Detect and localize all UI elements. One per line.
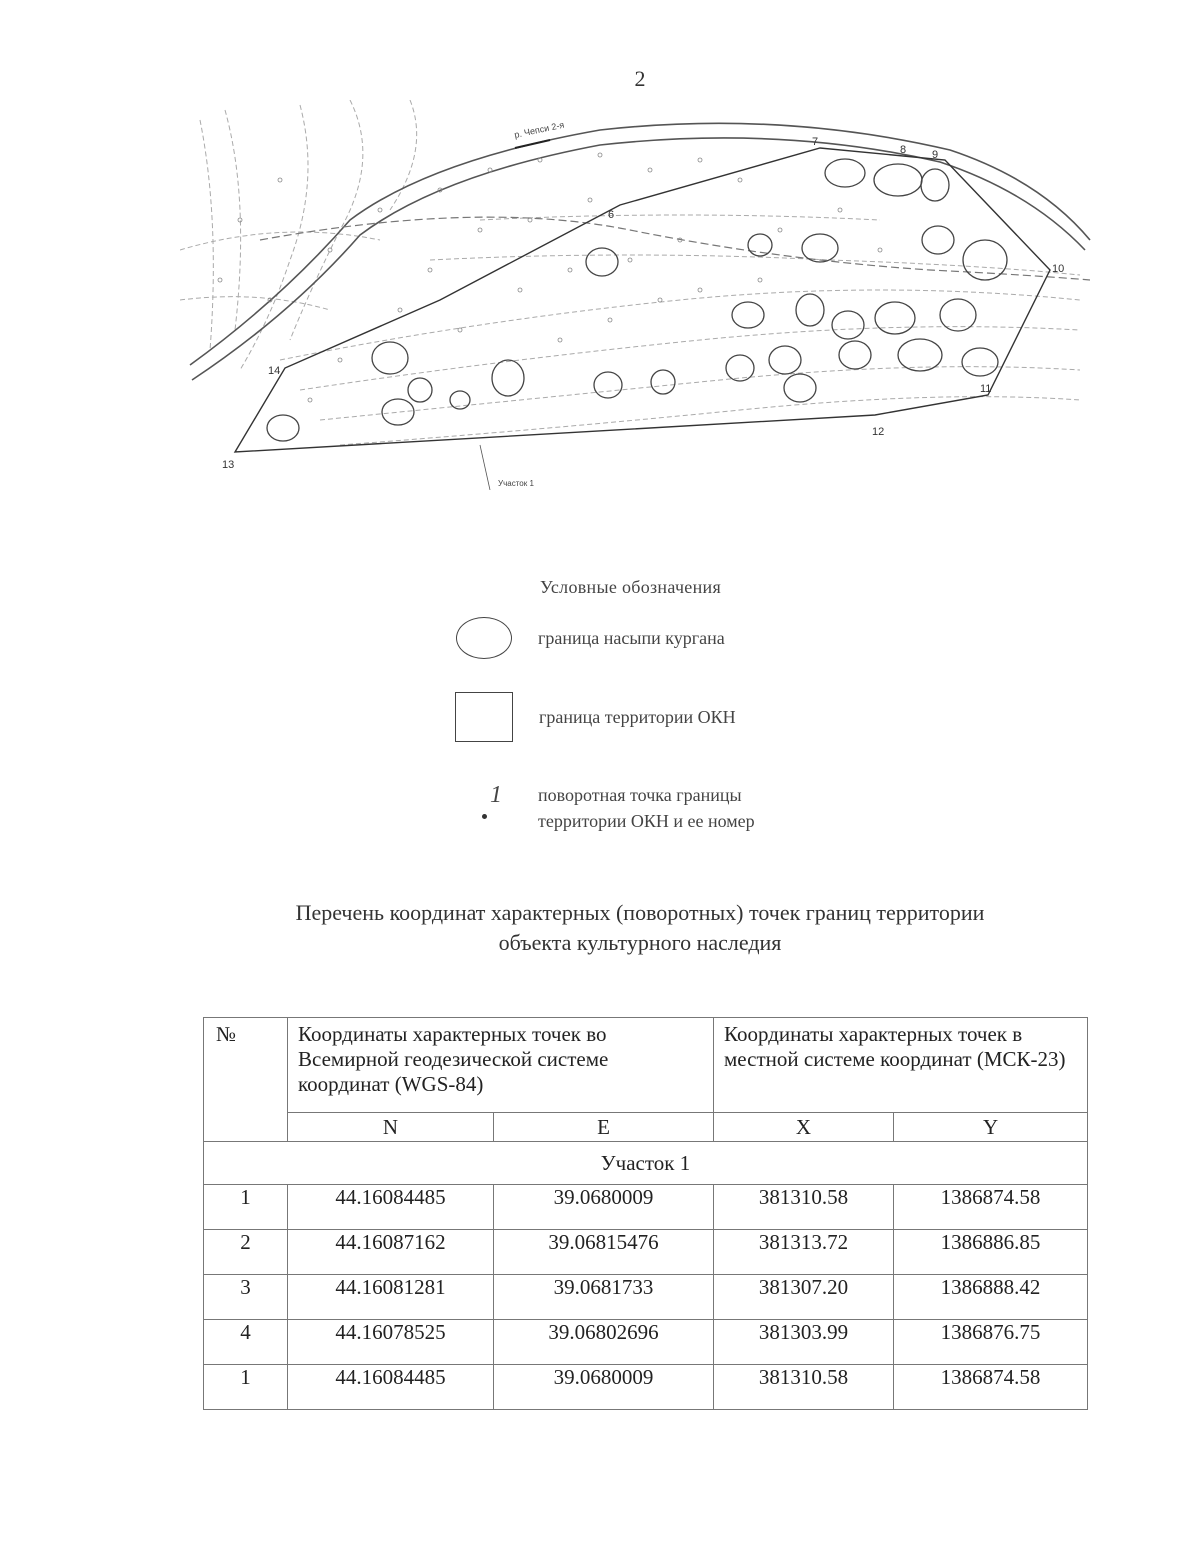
table-row [204, 1230, 1088, 1275]
plot-label: Участок 1 [498, 479, 534, 488]
contour-lines [180, 100, 1080, 445]
point-label: 6 [608, 209, 615, 221]
legend-item-kurgan [456, 617, 725, 659]
cell-no: 1 [204, 1365, 288, 1410]
point-label: 10 [1052, 263, 1065, 275]
cell-y: 1386876.75 [894, 1320, 1088, 1365]
square-icon [455, 692, 513, 742]
legend-title: Условные обозначения [540, 577, 722, 597]
point-label: 13 [222, 459, 235, 471]
legend-item-point [480, 782, 755, 834]
cell-y: 1386886.85 [894, 1230, 1088, 1275]
legend-label-line1: поворотная точка границы [538, 785, 742, 805]
table-row [204, 1275, 1088, 1320]
cell-e: 39.06815476 [494, 1230, 714, 1275]
cell-x: 381303.99 [714, 1320, 894, 1365]
point-sample-number: 1 [490, 782, 502, 808]
okn-boundary [235, 148, 1050, 452]
header-e: E [494, 1113, 714, 1142]
header-x: X [714, 1113, 894, 1142]
cell-e: 39.0680009 [494, 1185, 714, 1230]
table-title-line2: объекта культурного наследия [498, 930, 782, 955]
legend-label-line2: территории ОКН и ее номер [538, 811, 755, 831]
point-label: 12 [872, 426, 885, 438]
table-header-row [204, 1018, 1088, 1113]
cell-no: 3 [204, 1275, 288, 1320]
cell-e: 39.06802696 [494, 1320, 714, 1365]
cell-e: 39.0680009 [494, 1365, 714, 1410]
legend-label: граница территории ОКН [539, 707, 736, 727]
cell-y: 1386888.42 [894, 1275, 1088, 1320]
header-y: Y [894, 1113, 1088, 1142]
point-icon [480, 782, 540, 832]
cell-x: 381310.58 [714, 1185, 894, 1230]
cell-no: 2 [204, 1230, 288, 1275]
cell-e: 39.0681733 [494, 1275, 714, 1320]
legend-label: граница насыпи кургана [538, 628, 725, 648]
legend-label [538, 782, 755, 834]
cell-n: 44.16084485 [288, 1365, 494, 1410]
turn-point-labels [222, 136, 1064, 471]
header-no: № [204, 1018, 288, 1142]
river-label: р. Чепси 2-я [513, 119, 566, 140]
cell-x: 381310.58 [714, 1365, 894, 1410]
table-title-line1: Перечень координат характерных (поворотных) точек границ территории [295, 900, 985, 925]
table-row [204, 1320, 1088, 1365]
point-label: 9 [932, 149, 939, 161]
point-label: 11 [980, 383, 992, 395]
cell-no: 1 [204, 1185, 288, 1230]
table-section-row [204, 1142, 1088, 1185]
header-wgs-group: Координаты характерных точек во Всемирной геодезической системе координат (WGS-84) [288, 1018, 714, 1113]
header-msk-group: Координаты характерных точек в местной системе координат (МСК-23) [714, 1018, 1088, 1113]
cell-x: 381307.20 [714, 1275, 894, 1320]
cell-y: 1386874.58 [894, 1185, 1088, 1230]
point-label: 7 [812, 136, 819, 148]
plot-leader [480, 445, 490, 490]
header-n: N [288, 1113, 494, 1142]
point-label: 8 [900, 144, 907, 156]
table-title [200, 898, 1080, 958]
cell-y: 1386874.58 [894, 1365, 1088, 1410]
cell-n: 44.16081281 [288, 1275, 494, 1320]
cell-x: 381313.72 [714, 1230, 894, 1275]
topographic-map [180, 100, 1100, 490]
map-svg [180, 100, 1100, 490]
point-dot [482, 814, 487, 819]
cell-n: 44.16087162 [288, 1230, 494, 1275]
cell-n: 44.16084485 [288, 1185, 494, 1230]
point-label: 14 [268, 365, 281, 377]
circle-icon [456, 617, 512, 659]
section-label: Участок 1 [204, 1142, 1088, 1185]
coordinates-table [203, 1017, 1088, 1410]
table-row [204, 1185, 1088, 1230]
page-number: 2 [634, 66, 646, 91]
table-row [204, 1365, 1088, 1410]
legend-item-okn [455, 692, 736, 742]
cell-no: 4 [204, 1320, 288, 1365]
river-banks [190, 123, 1090, 380]
cell-n: 44.16078525 [288, 1320, 494, 1365]
flow-arrow [515, 140, 550, 148]
table-subheader-row [204, 1113, 1088, 1142]
